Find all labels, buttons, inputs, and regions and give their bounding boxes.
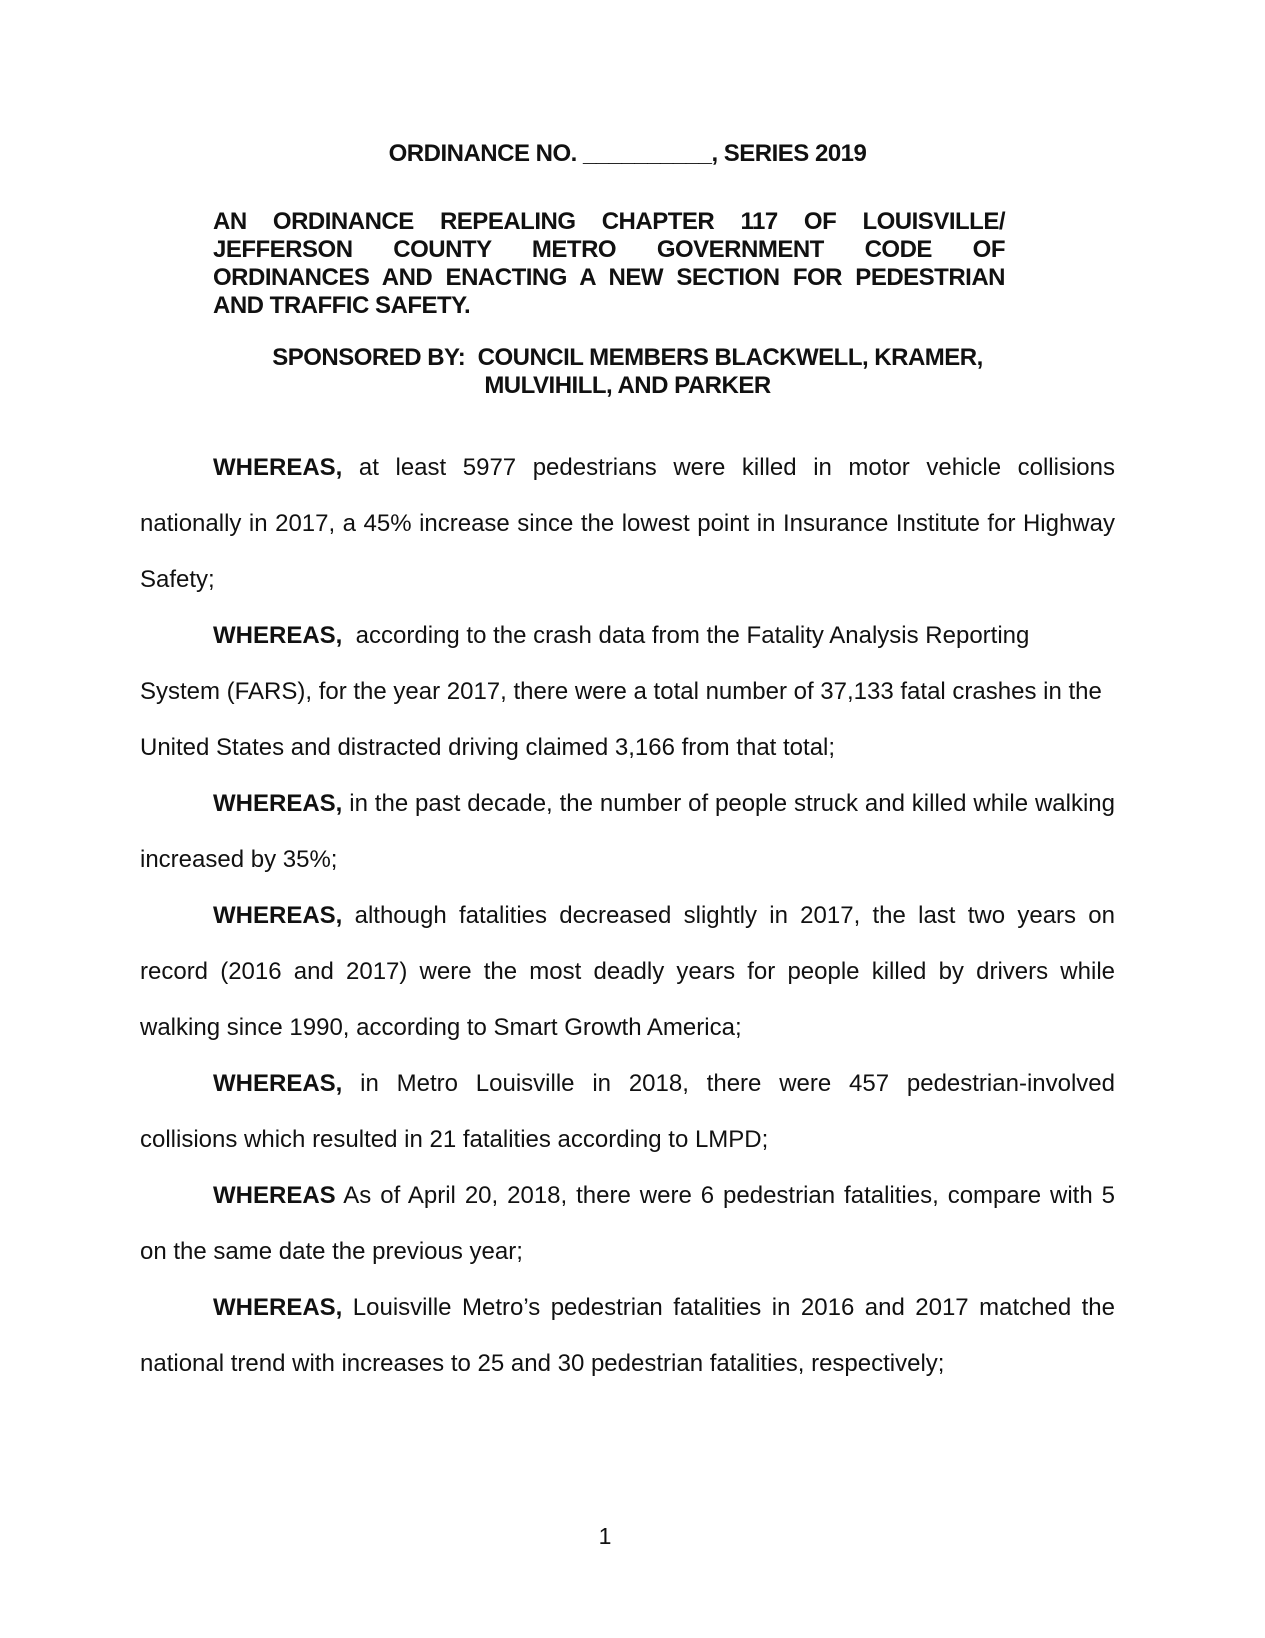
whereas-paragraph [140,608,1115,776]
heading-line: ORDINANCES AND ENACTING A NEW SECTION FOR PEDESTRIAN [213,264,1005,291]
whereas-lead: WHEREAS [213,1182,336,1209]
whereas-paragraph [140,888,1115,1056]
whereas-paragraph [140,1280,1115,1392]
whereas-text: although fatalities decreased slightly in 2017, the last two years on record (2016 and 2017) were the most deadly years for people killed by drivers while walking since 1990, according to Smart Growth America; [140,902,1115,1041]
whereas-lead: WHEREAS, [213,790,343,817]
whereas-paragraph [140,440,1115,608]
sponsor-line: MULVIHILL, AND PARKER [484,372,771,399]
whereas-lead: WHEREAS, [213,454,343,481]
whereas-lead: WHEREAS, [213,902,343,929]
sponsor-line: SPONSORED BY: COUNCIL MEMBERS BLACKWELL, KRAMER, [272,344,983,371]
heading-line: JEFFERSON COUNTY METRO GOVERNMENT CODE OF [213,236,1005,263]
sponsor-block [140,344,1115,400]
page-number: 1 [598,1523,612,1549]
whereas-lead: WHEREAS, [213,622,343,649]
whereas-text: according to the crash data from the Fatality Analysis Reporting System (FARS), for the year 2017, there were a total number of 37,133 fatal crashes in the United States and distracted driving claimed 3,166 from that total; [140,622,1102,761]
heading-line: AND TRAFFIC SAFETY. [213,292,471,319]
whereas-lead: WHEREAS, [213,1070,343,1097]
ordinance-title: ORDINANCE NO. __________, SERIES 2019 [388,140,867,167]
ordinance-heading-block [213,208,1005,320]
whereas-text: Louisville Metro’s pedestrian fatalities in 2016 and 2017 matched the national trend with increases to 25 and 30 pedestrian fatalities, respectively; [140,1294,1115,1377]
whereas-paragraph [140,776,1115,888]
whereas-text: in the past decade, the number of people struck and killed while walking increased by 35%; [140,790,1115,873]
whereas-text: at least 5977 pedestrians were killed in motor vehicle collisions nationally in 2017, a 45% increase since the lowest point in Insurance Institute for Highway Safety; [140,454,1115,593]
whereas-lead: WHEREAS, [213,1294,343,1321]
whereas-text: in Metro Louisville in 2018, there were 457 pedestrian-involved collisions which resulted in 21 fatalities according to LMPD; [140,1070,1115,1153]
heading-line: AN ORDINANCE REPEALING CHAPTER 117 OF LOUISVILLE/ [213,208,1005,235]
whereas-paragraph [140,1056,1115,1168]
whereas-paragraph [140,1168,1115,1280]
whereas-text: As of April 20, 2018, there were 6 pedestrian fatalities, compare with 5 on the same date the previous year; [140,1182,1115,1265]
whereas-clauses [140,440,1115,1392]
